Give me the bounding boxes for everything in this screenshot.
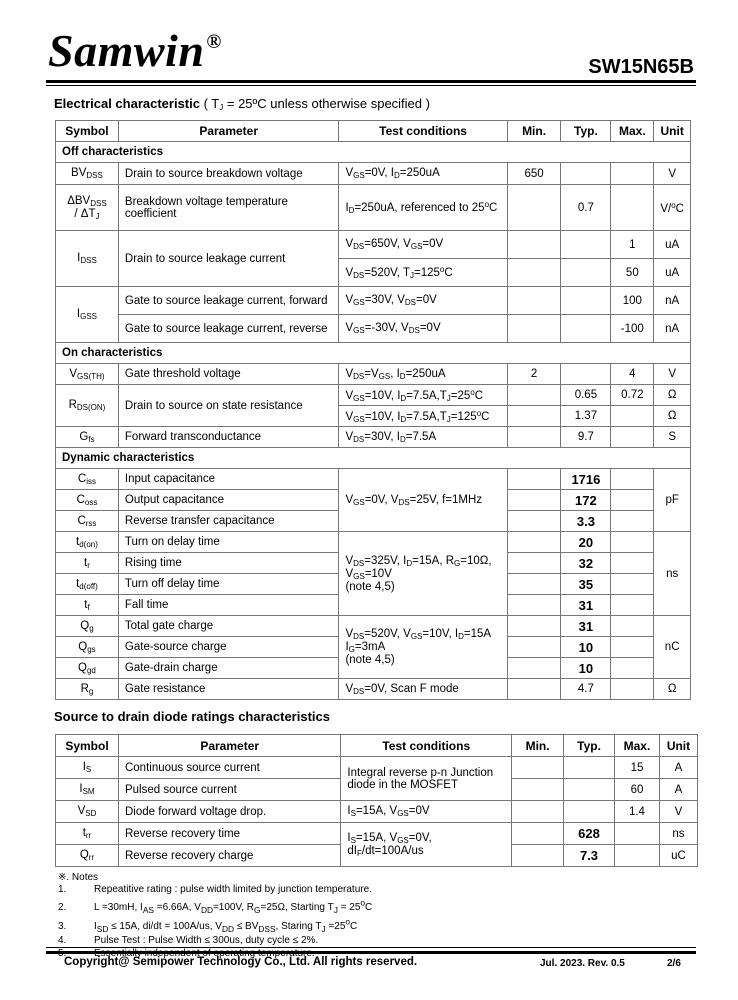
parameter-cell: Diode forward voltage drop. (118, 801, 340, 823)
min-cell (507, 616, 561, 637)
table-header-row (56, 735, 698, 757)
min-cell (507, 259, 561, 287)
header-min: Min. (507, 121, 561, 142)
symbol-cell: $t_{d(on)}$ (56, 532, 119, 553)
table-row (56, 616, 691, 637)
min-cell (512, 757, 564, 779)
max-cell (614, 823, 659, 845)
min-cell (507, 406, 561, 427)
parameter-cell: Pulsed source current (118, 779, 340, 801)
typ-cell: 0.7 (561, 185, 611, 231)
parameter-cell: Input capacitance (118, 469, 339, 490)
max-cell (611, 616, 654, 637)
max-cell (611, 595, 654, 616)
condition-cell: $I_S=15A$, $V_{GS}=0V$ (341, 801, 512, 823)
symbol-cell: $C_{rss}$ (56, 511, 119, 532)
parameter-cell: Gate resistance (118, 679, 339, 700)
symbol-cell: $Q_{gd}$ (56, 658, 119, 679)
symbol-cell: $Q_g$ (56, 616, 119, 637)
table-row (56, 385, 691, 406)
notes-title: ※. Notes (58, 872, 99, 883)
condition-cell: $V_{DS}=30V$, $I_D=7.5A$ (339, 427, 507, 448)
min-cell (507, 427, 561, 448)
symbol-cell: $I_{DSS}$ (56, 231, 119, 287)
typ-cell (564, 779, 615, 801)
typ-cell: 4.7 (561, 679, 611, 700)
min-cell (507, 574, 561, 595)
group-row (56, 142, 691, 163)
table-header-row (56, 121, 691, 142)
typ-cell: 172 (561, 490, 611, 511)
unit-cell: uA (654, 231, 691, 259)
unit-cell: V (654, 163, 691, 185)
symbol-cell: $BV_{DSS}$ (56, 163, 119, 185)
unit-cell: nC (654, 616, 691, 679)
max-cell (611, 406, 654, 427)
typ-cell: 20 (561, 532, 611, 553)
max-cell: 4 (611, 364, 654, 385)
typ-cell (561, 364, 611, 385)
condition-cell: $I_S=15A$, $V_{GS}=0V$, $dI_F/dt=100A/us$ (341, 823, 512, 867)
min-cell (512, 845, 564, 867)
parameter-cell: Rising time (118, 553, 339, 574)
electrical-characteristics-table (55, 120, 691, 700)
table-row (56, 757, 698, 779)
max-cell: 0.72 (611, 385, 654, 406)
min-cell: 2 (507, 364, 561, 385)
table-row (56, 231, 691, 259)
parameter-cell: Reverse transfer capacitance (118, 511, 339, 532)
min-cell (507, 595, 561, 616)
typ-cell: 1716 (561, 469, 611, 490)
table-row (56, 163, 691, 185)
typ-cell: 10 (561, 658, 611, 679)
condition-cell: $V_{DS}=0V$, Scan F mode (339, 679, 507, 700)
note-item: 1. Repeatitive rating : pulse width limited by junction temperature. (58, 884, 372, 896)
symbol-cell: $I_S$ (56, 757, 119, 779)
min-cell (507, 185, 561, 231)
condition-cell: $V_{GS}=0V$, $I_D=250uA$ (339, 163, 507, 185)
unit-cell: pF (654, 469, 691, 532)
condition-cell: $V_{DS}=520V$, $T_J=125^oC$ (339, 259, 507, 287)
condition-cell: $V_{GS}=-30V$, $V_{DS}=0V$ (339, 315, 507, 343)
unit-cell: ns (654, 532, 691, 616)
header-unit: Unit (654, 121, 691, 142)
parameter-cell: Drain to source on state resistance (118, 385, 339, 427)
typ-cell: 35 (561, 574, 611, 595)
symbol-cell: $t_{rr}$ (56, 823, 119, 845)
typ-cell (564, 757, 615, 779)
page-number: 2/6 (667, 958, 681, 969)
symbol-cell: $I_{SM}$ (56, 779, 119, 801)
footer-rule-thin (46, 947, 696, 948)
min-cell (512, 801, 564, 823)
parameter-cell: Gate-source charge (118, 637, 339, 658)
max-cell: 50 (611, 259, 654, 287)
max-cell (611, 658, 654, 679)
symbol-cell: $G_{fs}$ (56, 427, 119, 448)
typ-cell (561, 315, 611, 343)
table-row (56, 364, 691, 385)
condition-cell: $V_{DS}=V_{GS}$, $I_D=250uA$ (339, 364, 507, 385)
parameter-cell: Drain to source breakdown voltage (118, 163, 339, 185)
min-cell (507, 658, 561, 679)
table-row (56, 801, 698, 823)
typ-cell (564, 801, 615, 823)
min-cell (507, 637, 561, 658)
max-cell (614, 845, 659, 867)
table-row (56, 427, 691, 448)
unit-cell: V (659, 801, 697, 823)
unit-cell: Ω (654, 406, 691, 427)
unit-cell: Ω (654, 679, 691, 700)
group-row (56, 448, 691, 469)
typ-cell: 3.3 (561, 511, 611, 532)
max-cell (611, 637, 654, 658)
typ-cell: 7.3 (564, 845, 615, 867)
unit-cell: V (654, 364, 691, 385)
typ-cell: 1.37 (561, 406, 611, 427)
header-typ: Typ. (564, 735, 615, 757)
symbol-cell: $R_{DS(ON)}$ (56, 385, 119, 427)
parameter-cell: Turn off delay time (118, 574, 339, 595)
header-unit: Unit (659, 735, 697, 757)
header-rule-thin (46, 85, 696, 86)
group-row (56, 343, 691, 364)
condition-cell: Integral reverse p-n Junction diode in the MOSFET (341, 757, 512, 801)
parameter-cell: Gate to source leakage current, forward (118, 287, 339, 315)
symbol-cell: $C_{oss}$ (56, 490, 119, 511)
header-max: Max. (614, 735, 659, 757)
group-on: On characteristics (56, 343, 691, 364)
max-cell (611, 532, 654, 553)
header-typ: Typ. (561, 121, 611, 142)
footer-rule (46, 951, 696, 954)
condition-cell: $V_{DS}=520V$, $V_{GS}=10V$, $I_D=15A$ $I_G=3mA$ (note 4,5) (339, 616, 507, 679)
symbol-cell: $R_g$ (56, 679, 119, 700)
unit-cell: nA (654, 315, 691, 343)
max-cell (611, 469, 654, 490)
header-min: Min. (512, 735, 564, 757)
min-cell (507, 469, 561, 490)
revision: Jul. 2023. Rev. 0.5 (540, 958, 625, 969)
unit-cell: V/$^o$C (654, 185, 691, 231)
parameter-cell: Gate to source leakage current, reverse (118, 315, 339, 343)
copyright: Copyright@ Semipower Technology Co., Ltd. All rights reserved. (64, 956, 418, 968)
max-cell (611, 553, 654, 574)
note-item: 2. L =30mH, $I_{AS} =6.66A$, $V_{DD}=100V$, $R_G=25\Omega$, Starting $T_J = 25^oC$ (58, 897, 373, 915)
diode-ratings-table (55, 734, 698, 867)
condition-cell: $V_{GS}=30V$, $V_{DS}=0V$ (339, 287, 507, 315)
parameter-cell: Reverse recovery time (118, 823, 340, 845)
table-row (56, 679, 691, 700)
min-cell (507, 315, 561, 343)
typ-cell: 9.7 (561, 427, 611, 448)
parameter-cell: Total gate charge (118, 616, 339, 637)
header-parameter: Parameter (118, 735, 340, 757)
header-parameter: Parameter (118, 121, 339, 142)
parameter-cell: Fall time (118, 595, 339, 616)
max-cell (611, 490, 654, 511)
note-item: 4. Pulse Test : Pulse Width ≤ 300us, duty cycle ≤ 2%. (58, 935, 319, 947)
min-cell (512, 779, 564, 801)
symbol-cell: $C_{iss}$ (56, 469, 119, 490)
symbol-cell: $t_f$ (56, 595, 119, 616)
min-cell (512, 823, 564, 845)
parameter-cell: Breakdown voltage temperature coefficient (118, 185, 339, 231)
header-test-conditions: Test conditions (339, 121, 507, 142)
max-cell: 15 (614, 757, 659, 779)
max-cell (611, 427, 654, 448)
symbol-cell: $Q_{gs}$ (56, 637, 119, 658)
min-cell (507, 490, 561, 511)
part-number: SW15N65B (588, 56, 694, 78)
table-row (56, 287, 691, 315)
header-test-conditions: Test conditions (341, 735, 512, 757)
section-title-electrical: Electrical characteristic ( $T_J$ = 25ºC unless otherwise specified ) (54, 96, 430, 112)
unit-cell: uC (659, 845, 697, 867)
table-row (56, 469, 691, 490)
typ-cell (561, 287, 611, 315)
group-dynamic: Dynamic characteristics (56, 448, 691, 469)
parameter-cell: Reverse recovery charge (118, 845, 340, 867)
typ-cell: 628 (564, 823, 615, 845)
unit-cell: S (654, 427, 691, 448)
header-rule (46, 80, 696, 83)
condition-cell: $V_{GS}=0V$, $V_{DS}=25V$, f=1MHz (339, 469, 507, 532)
max-cell: 1.4 (614, 801, 659, 823)
max-cell (611, 163, 654, 185)
unit-cell: ns (659, 823, 697, 845)
condition-cell: $V_{GS}=10V$, $I_D=7.5A,T_J=125^oC$ (339, 406, 507, 427)
symbol-cell: $Q_{rr}$ (56, 845, 119, 867)
typ-cell (561, 163, 611, 185)
typ-cell (561, 231, 611, 259)
note-item: 5. Essentially independent of operating temperature. (58, 947, 315, 959)
typ-cell: 10 (561, 637, 611, 658)
symbol-cell: $t_{d(off)}$ (56, 574, 119, 595)
note-item: 3. $I_{SD} \le 15A$, di/dt = 100A/us, $V_{DD} \le BV_{DSS}$, Staring $T_J =25^oC$ (58, 916, 358, 935)
header-symbol: Symbol (56, 121, 119, 142)
max-cell: 1 (611, 231, 654, 259)
parameter-cell: Output capacitance (118, 490, 339, 511)
unit-cell: nA (654, 287, 691, 315)
symbol-cell: $V_{GS(TH)}$ (56, 364, 119, 385)
min-cell (507, 385, 561, 406)
max-cell: 100 (611, 287, 654, 315)
min-cell (507, 553, 561, 574)
max-cell (611, 679, 654, 700)
table-row (56, 185, 691, 231)
symbol-cell: $I_{GSS}$ (56, 287, 119, 343)
unit-cell: A (659, 779, 697, 801)
unit-cell: uA (654, 259, 691, 287)
table-row (56, 823, 698, 845)
parameter-cell: Turn on delay time (118, 532, 339, 553)
samwin-logo: Samwin ® (48, 25, 222, 76)
typ-cell: 32 (561, 553, 611, 574)
min-cell (507, 231, 561, 259)
typ-cell: 31 (561, 616, 611, 637)
group-off: Off characteristics (56, 142, 691, 163)
typ-cell: 0.65 (561, 385, 611, 406)
max-cell (611, 574, 654, 595)
min-cell (507, 511, 561, 532)
header-max: Max. (611, 121, 654, 142)
min-cell (507, 287, 561, 315)
parameter-cell: Continuous source current (118, 757, 340, 779)
condition-cell: $V_{GS}=10V$, $I_D=7.5A,T_J=25^oC$ (339, 385, 507, 406)
max-cell: 60 (614, 779, 659, 801)
max-cell (611, 511, 654, 532)
min-cell: 650 (507, 163, 561, 185)
table-row (56, 532, 691, 553)
parameter-cell: Forward transconductance (118, 427, 339, 448)
section-title-diode: Source to drain diode ratings characteristics (54, 709, 330, 724)
min-cell (507, 532, 561, 553)
condition-cell: $V_{DS}=325V$, $I_D=15A$, $R_G=10\Omega$, $V_{GS}=10V$ (note 4,5) (339, 532, 507, 616)
max-cell (611, 185, 654, 231)
parameter-cell: Gate threshold voltage (118, 364, 339, 385)
max-cell: -100 (611, 315, 654, 343)
unit-cell: Ω (654, 385, 691, 406)
min-cell (507, 679, 561, 700)
condition-cell: $V_{DS}=650V$, $V_{GS}=0V$ (339, 231, 507, 259)
condition-cell: $I_D=250uA$, referenced to 25$^o$C (339, 185, 507, 231)
typ-cell (561, 259, 611, 287)
symbol-cell: $\Delta BV_{DSS}$ / $\Delta T_J$ (56, 185, 119, 231)
parameter-cell: Drain to source leakage current (118, 231, 339, 287)
symbol-cell: $V_{SD}$ (56, 801, 119, 823)
symbol-cell: $t_r$ (56, 553, 119, 574)
header-symbol: Symbol (56, 735, 119, 757)
typ-cell: 31 (561, 595, 611, 616)
table-row (56, 315, 691, 343)
parameter-cell: Gate-drain charge (118, 658, 339, 679)
unit-cell: A (659, 757, 697, 779)
